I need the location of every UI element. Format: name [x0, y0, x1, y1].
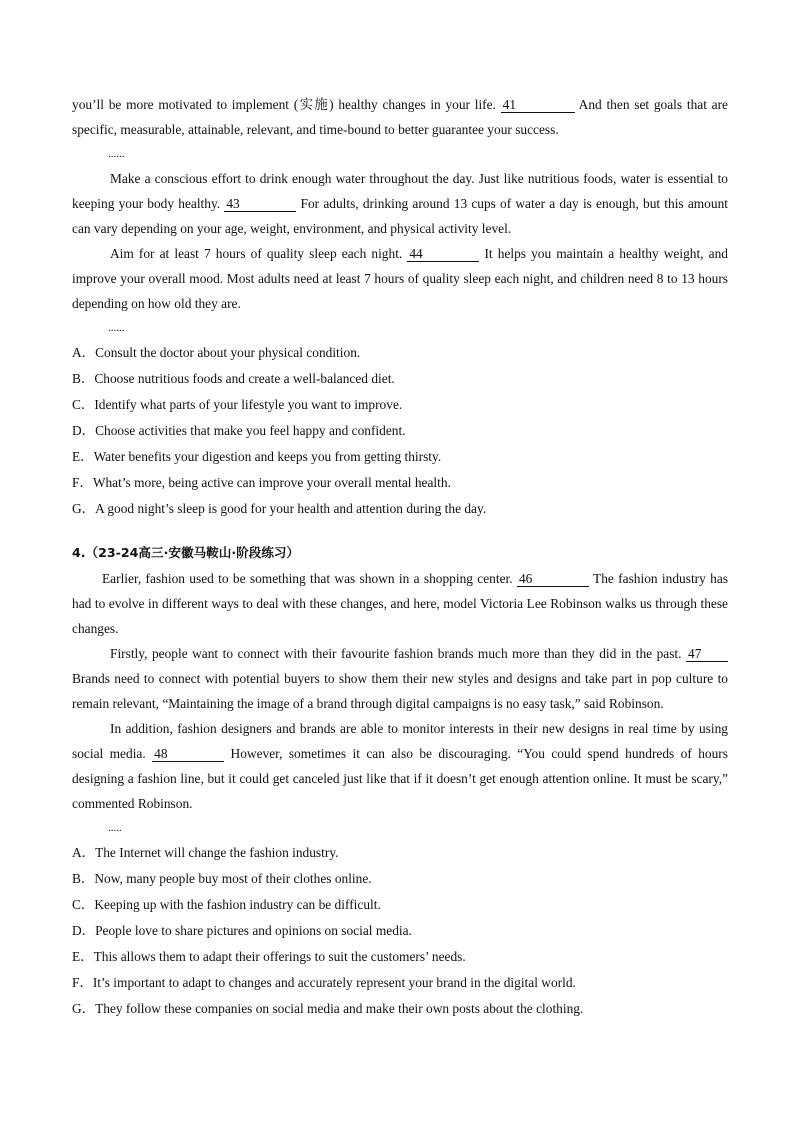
passage4-paragraph-1: Earlier, fashion used to be something that was shown in a shopping center. 46 The fashion industry has had to evolve in different ways to deal with these changes, and here, model Victoria Lee Robinson walks us through these changes. — [72, 571, 728, 636]
blank-47[interactable]: 47 — [686, 646, 728, 662]
option-item[interactable] — [72, 892, 728, 918]
option-text: A good night’s sleep is good for your health and attention during the day. — [95, 501, 487, 516]
option-item[interactable] — [72, 918, 728, 944]
passage3-paragraph-2: Make a conscious effort to drink enough water throughout the day. Just like nutritious foods, water is essential to keeping your body healthy. 43 For adults, drinking around 13 cups of water a day is enough, but this amount can vary depending on your age, weight, environment, and physical activity level. — [72, 171, 728, 236]
option-text: Consult the doctor about your physical condition. — [95, 345, 361, 360]
option-item[interactable] — [72, 996, 728, 1022]
ellipsis: ..... — [108, 822, 122, 834]
option-letter: B． — [72, 871, 95, 886]
option-letter: E． — [72, 949, 94, 964]
question-heading: 4.（23-24高三·安徽马鞍山·阶段练习） — [72, 545, 300, 560]
option-letter: A． — [72, 345, 96, 360]
section-spacer — [72, 522, 728, 540]
option-text: Choose activities that make you feel happy and confident. — [95, 423, 406, 438]
option-text: Choose nutritious foods and create a well-balanced diet. — [94, 371, 395, 386]
option-letter: F． — [72, 975, 93, 990]
option-text: They follow these companies on social media and make their own posts about the clothing. — [95, 1001, 584, 1016]
blank-44[interactable]: 44 — [407, 246, 479, 262]
blank-43[interactable]: 43 — [224, 196, 296, 212]
passage4-paragraph-3: In addition, fashion designers and brands are able to monitor interests in their new designs in real time by using social media. 48 However, sometimes it can also be discouraging. “You could spend hundreds of hours designing a fashion line, but it could get canceled just like that if it doesn’t get enough attention online. It must be scary,” commented Robinson. — [72, 721, 728, 811]
option-text: People love to share pictures and opinions on social media. — [95, 923, 412, 938]
ellipsis: ...... — [108, 148, 125, 160]
option-text: The Internet will change the fashion industry. — [95, 845, 339, 860]
option-letter: D． — [72, 923, 96, 938]
option-letter: B． — [72, 371, 95, 386]
option-item[interactable] — [72, 944, 728, 970]
option-item[interactable] — [72, 366, 728, 392]
option-item[interactable] — [72, 840, 728, 866]
option-item[interactable] — [72, 496, 728, 522]
ellipsis: ...... — [108, 322, 125, 334]
blank-41[interactable]: 41 — [501, 97, 575, 113]
option-letter: F． — [72, 475, 93, 490]
option-item[interactable] — [72, 418, 728, 444]
option-item[interactable] — [72, 392, 728, 418]
passage3-options — [72, 340, 728, 522]
option-letter: A． — [72, 845, 96, 860]
option-letter: G． — [72, 1001, 96, 1016]
blank-48[interactable]: 48 — [152, 746, 224, 762]
document-page — [72, 92, 728, 1022]
option-item[interactable] — [72, 340, 728, 366]
option-text: Water benefits your digestion and keeps you from getting thirsty. — [93, 449, 442, 464]
option-letter: C． — [72, 897, 95, 912]
option-text: It’s important to adapt to changes and accurately represent your brand in the digital world. — [92, 975, 576, 990]
option-letter: E． — [72, 449, 94, 464]
option-text: What’s more, being active can improve your overall mental health. — [92, 475, 451, 490]
option-text: Identify what parts of your lifestyle you want to improve. — [94, 397, 403, 412]
option-item[interactable] — [72, 444, 728, 470]
option-text: Now, many people buy most of their clothes online. — [94, 871, 372, 886]
passage4-paragraph-2: Firstly, people want to connect with their favourite fashion brands much more than they did in the past. 47 Brands need to connect with potential buyers to show them their new styles and designs and take part in pop culture to remain relevant, “Maintaining the image of a brand through digital campaigns is no easy task,” said Robinson. — [72, 646, 728, 711]
blank-46[interactable]: 46 — [517, 571, 589, 587]
option-text: This allows them to adapt their offerings to suit the customers’ needs. — [93, 949, 466, 964]
option-text: Keeping up with the fashion industry can be difficult. — [94, 897, 381, 912]
option-letter: G． — [72, 501, 96, 516]
passage3-paragraph-3: Aim for at least 7 hours of quality sleep each night. 44 It helps you maintain a healthy weight, and improve your overall mood. Most adults need at least 7 hours of quality sleep each night, and children need 8 to 13 hours depending on how old they are. — [72, 246, 728, 311]
option-letter: D． — [72, 423, 96, 438]
option-item[interactable] — [72, 866, 728, 892]
passage4-options — [72, 840, 728, 1022]
option-item[interactable] — [72, 470, 728, 496]
passage3-paragraph-1: you’ll be more motivated to implement (实施) healthy changes in your life. 41 And then set goals that are specific, measurable, attainable, relevant, and time-bound to better guarantee your success. — [72, 97, 728, 137]
option-letter: C． — [72, 397, 95, 412]
option-item[interactable] — [72, 970, 728, 996]
